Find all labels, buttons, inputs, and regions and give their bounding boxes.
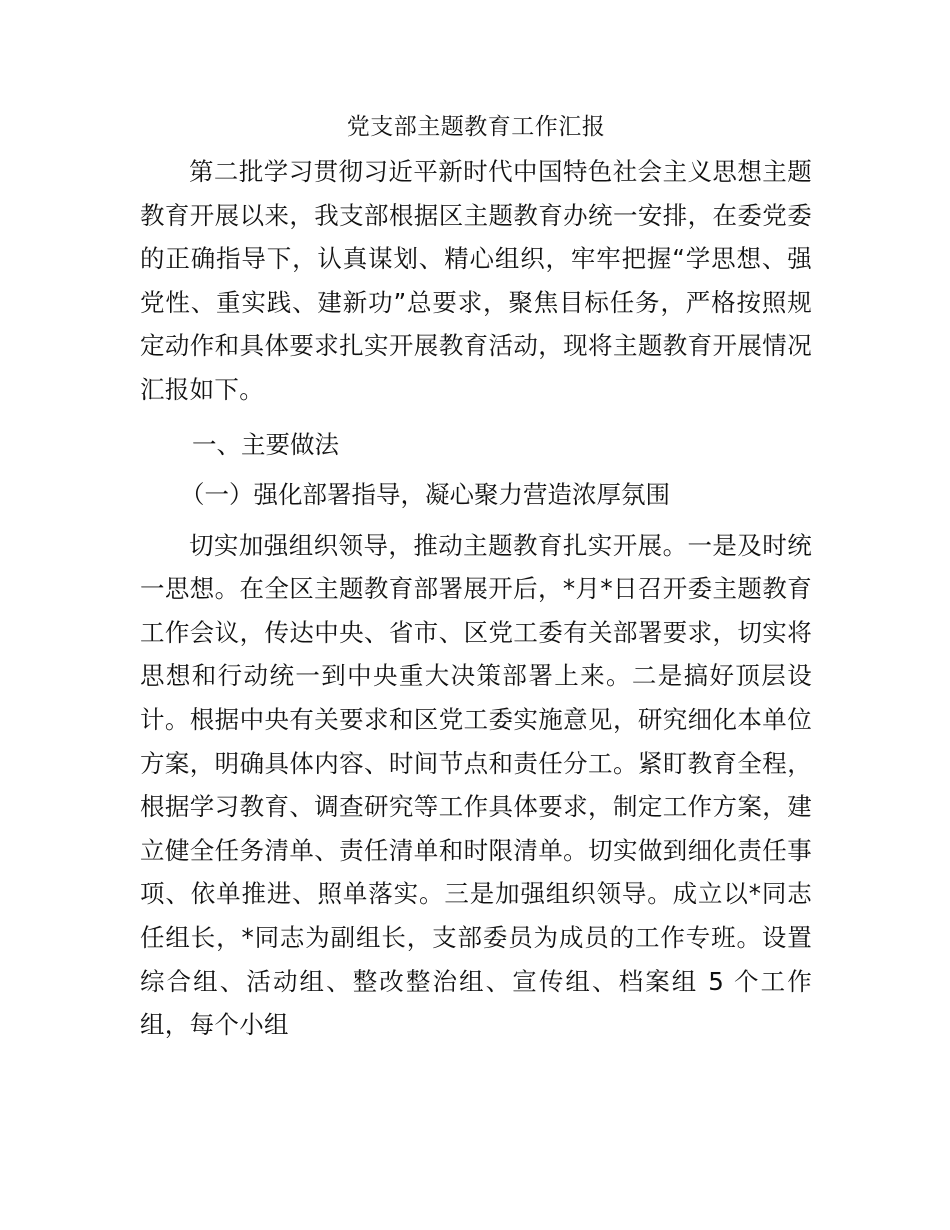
spacer <box>140 412 812 420</box>
section-subheading: （一）强化部署指导，凝心聚力营造浓厚氛围 <box>180 479 670 509</box>
section-heading: 一、主要做法 <box>192 429 339 459</box>
document-title: 党支部主题教育工作汇报 <box>346 114 606 140</box>
body-paragraph: 切实加强组织领导，推动主题教育扎实开展。一是及时统一思想。在全区主题教育部署展开后，*月*日召开委主题教育工作会议，传达中央、省市、区党工委有关部署要求，切实将思想和行动统一到中央重大决策部署上来。二是搞好顶层设计。根据中央有关要求和区党工委实施意见，研究细化本单位方案，明确具体内容、时间节点和责任分工。紧盯教育全程，根据学习教育、调查研究等工作具体要求，制定工作方案，建立健全任务清单、责任清单和时限清单。切实做到细化责任事项、依单推进、照单落实。三是加强组织领导。成立以*同志任组长，*同志为副组长，支部委员为成员的工作专班。设置综合组、活动组、整改整治组、宣传组、档案组 5 个工作组，每个小组 <box>140 530 812 1040</box>
intro-paragraph: 第二批学习贯彻习近平新时代中国特色社会主义思想主题教育开展以来，我支部根据区主题教育办统一安排，在委党委的正确指导下，认真谋划、精心组织，牢牢把握“学思想、强党性、重实践、建新功”总要求，聚焦目标任务，严格按照规定动作和具体要求扎实开展教育活动，现将主题教育开展情况汇报如下。 <box>140 157 812 404</box>
document-page <box>140 102 812 1047</box>
